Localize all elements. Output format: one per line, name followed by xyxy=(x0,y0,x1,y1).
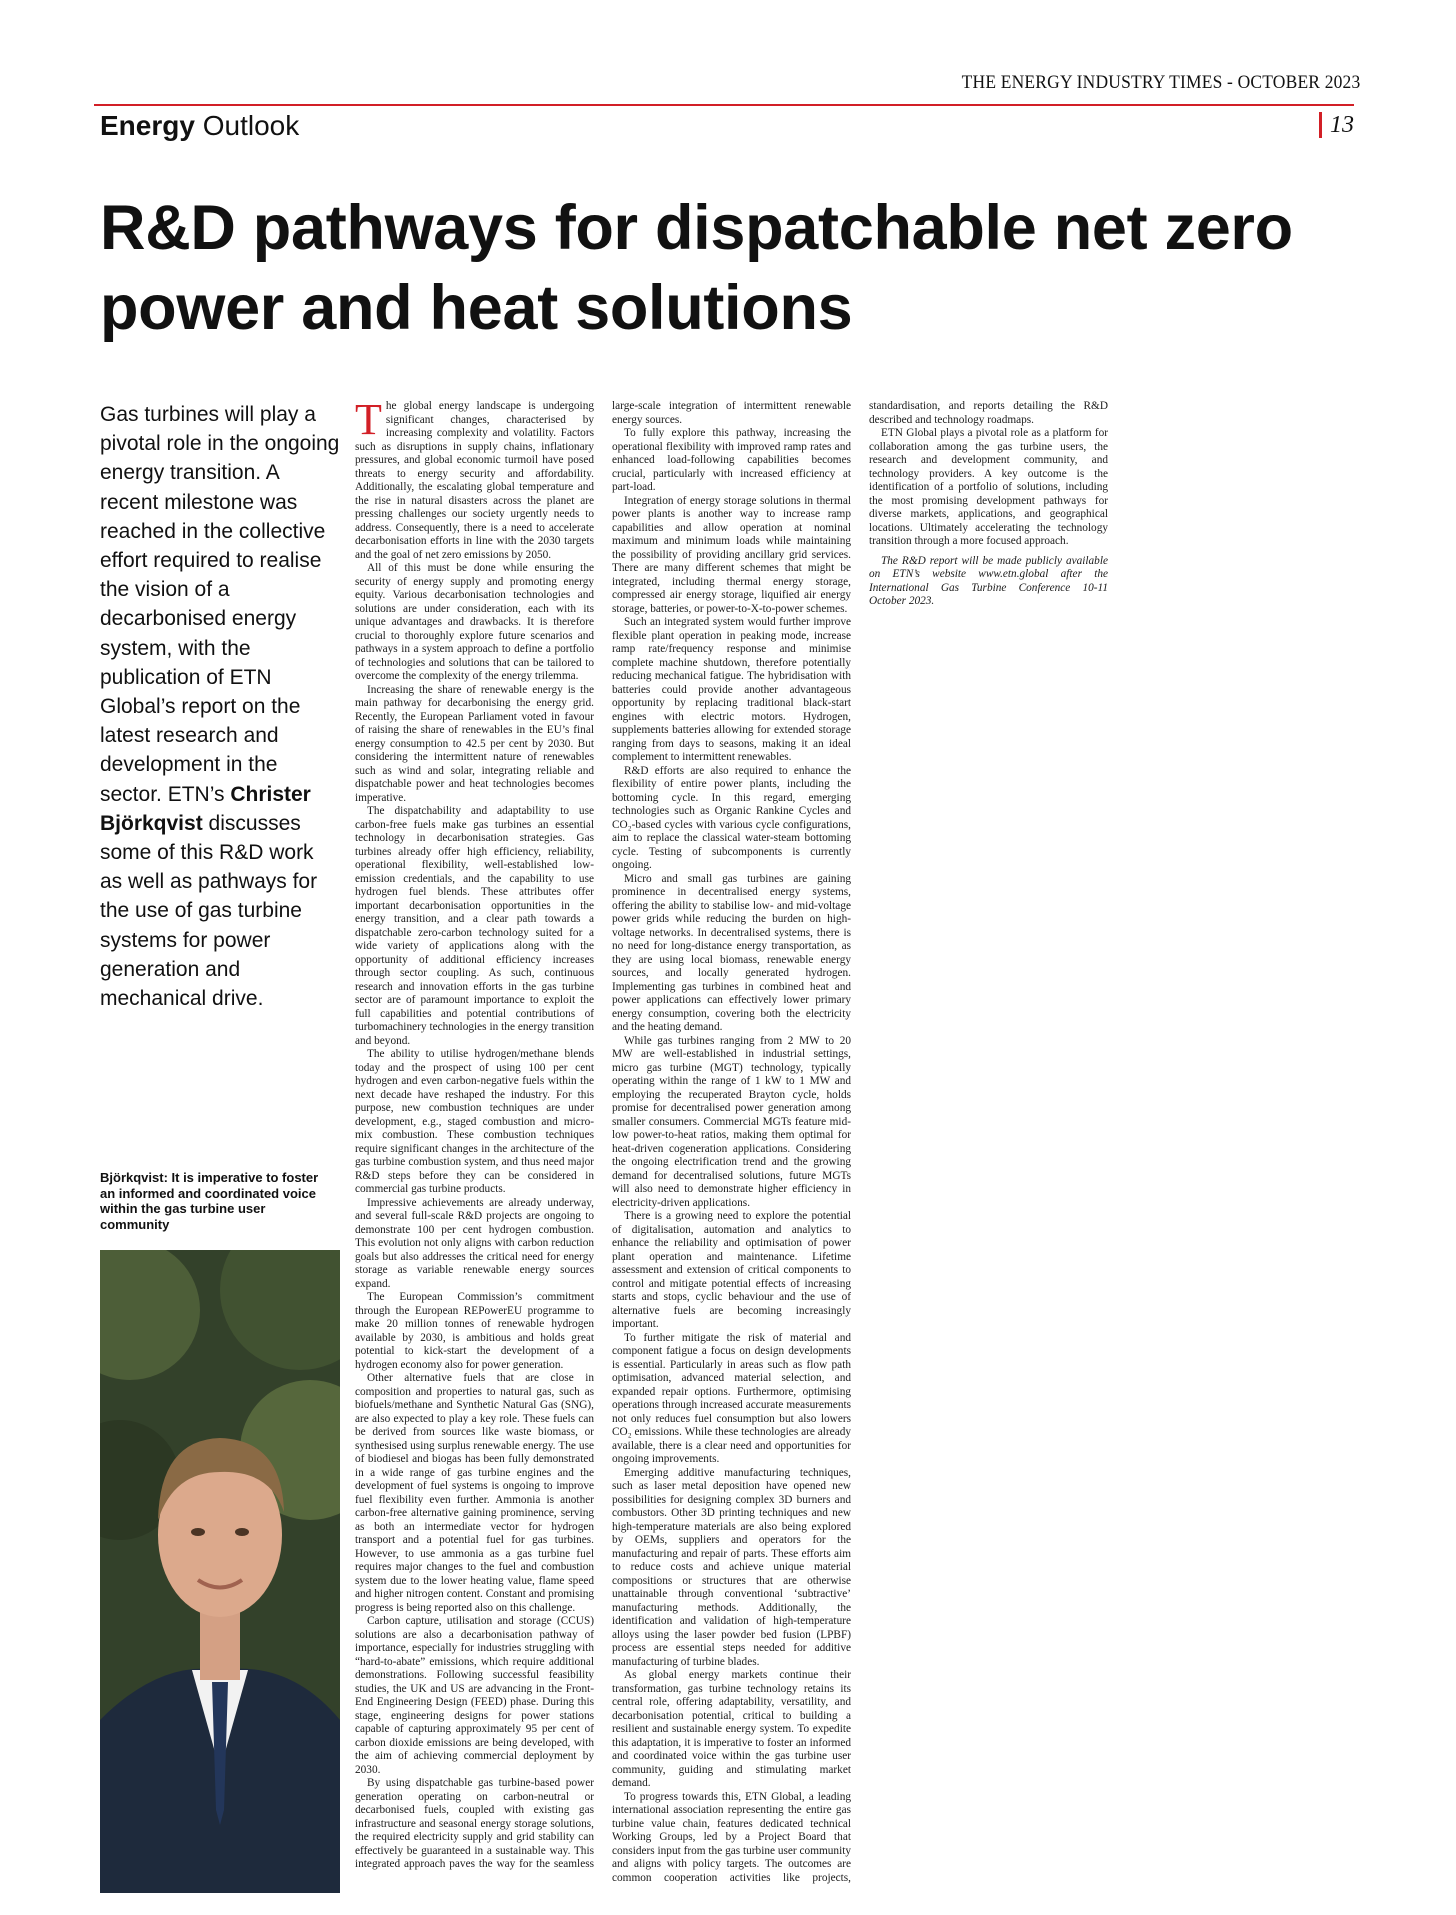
body-paragraph: Integration of energy storage solutions in thermal power plants is another way to increase ramp capabilities and allow operation at nominal maximum and minimum loads while maintaining the possibility of providing ancillary grid services. There are many different schemes that might be integrated, including thermal energy storage, compressed air energy storage, liquified air energy storage, batteries, or power-to-X-to-power schemes. xyxy=(612,494,851,615)
body-paragraph: Other alternative fuels that are close in composition and properties to natural gas, such as biofuels/methane and Synthetic Natural Gas (SNG), are also expected to play a key role. These fuels can be derived from sources like waste biomass, or synthesised using surplus renewable energy. The use of biodiesel and biogas has been fully demonstrated in a wide range of gas turbine engines and the development of fuel systems is ongoing to improve fuel flexibility even further. Ammonia is another carbon-free alternative gaining prominence, serving as both an intermediate vector for hydrogen transport and a potential fuel for gas turbines. However, to use ammonia as a gas turbine fuel requires major changes to the fuel and combustion system due to the lower heating value, flame speed and higher nitrogen content. Constant and promising progress is being reported also on this challenge. xyxy=(355,1372,594,1614)
body-paragraph: The European Commission’s commitment through the European REPowerEU programme to make 20 million tonnes of renewable hydrogen available by 2030, is ambitious and holds great potential to kick-start the development of a hydrogen economy also for power generation. xyxy=(355,1291,594,1371)
photo-caption: Björkqvist: It is imperative to foster an informed and coordinated voice within the gas turbine user community xyxy=(100,1170,319,1232)
report-note: The R&D report will be made publicly available on ETN’s website www.etn.global after the International Gas Turbine Conference 10-11 October 2023. xyxy=(869,554,1108,607)
body-paragraph: As global energy markets continue their transformation, gas turbine technology retains its central role, offering adaptability, versatility, and decarbonisation potential, critical to building a resilient and sustainable energy system. To expedite this adaptation, it is imperative to foster an informed and coordinated voice within the gas turbine user community, guiding and stimulating market demand. xyxy=(612,1669,851,1789)
page-number: 13 xyxy=(1319,112,1354,138)
body-paragraph: The ability to utilise hydrogen/methane blends today and the prospect of using 100 per cent hydrogen and even carbon-negative fuels within the next decade have reshaped the industry. For this purpose, new combustion techniques are under development, e.g., staged combustion and micro-mix combustion. These combustion techniques require significant changes in the architecture of the gas turbine combustion system, and thus need major R&D steps before they can be considered in commercial gas turbine products. xyxy=(355,1048,594,1195)
body-paragraph: Impressive achievements are already underway, and several full-scale R&D projects are ongoing to demonstrate 100 per cent hydrogen combustion. This evolution not only aligns with carbon reduction goals but also addresses the critical need for energy storage as variable renewable energy sources expand. xyxy=(355,1196,594,1290)
body-paragraph: Such an integrated system would further improve flexible plant operation in peaking mode, increase ramp rate/frequency response and minimise complete machine shutdown, therefore potentially reducing mechanical fatigue. The hybridisation with batteries could provide another advantageous opportunity by replacing traditional black-start engines with electric motors. Hydrogen, supplements batteries allowing for extended storage ranging from days to seasons, making it an ideal complement to intermittent renewables. xyxy=(612,616,851,763)
body-paragraph: By using dispatchable gas turbine-based power generation operating on carbon-neutral or decarbonised fuels, coupled with existing gas infrastructure and seasonal energy storage solutions, the required electricity supply and grid stability can effectively be guaranteed in a sustainable way. This integrated approach paves the way for the seamless large-scale integration of intermittent renewable energy sources. xyxy=(355,400,851,1870)
headline: R&D pathways for dispatchable net zero power and heat solutions xyxy=(100,193,1293,343)
standfirst-intro: Gas turbines will play a pivotal role in the ongoing energy transition. A recent milestone was reached in the collective effort required to realise the vision of a decarbonised energy system, with the publication of ETN Global’s report on the latest research and development in the sector. ETN’s xyxy=(100,403,340,806)
body-paragraph: There is a growing need to explore the potential of digitalisation, automation and analytics to enhance the reliability and optimisation of power plant operation and maintenance. Lifetime assessment and extension of critical components to control and mitigate potential effects of increasing starts and stops, cyclic behaviour and the use of alternative fuels are becoming increasingly important. xyxy=(612,1210,851,1330)
first-paragraph xyxy=(355,395,594,562)
body-paragraph: Emerging additive manufacturing techniques, such as laser metal deposition have opened new possibilities for designing complex 3D burners and combustors. Other 3D printing techniques and new high-temperature materials are also being explored by OEMs, suppliers and operators for the manufacturing and repair of parts. These efforts aim to reduce costs and achieve unique material compositions or structures that are otherwise unattainable through conventional ‘subtractive’ manufacturing methods. Additionally, the identification and validation of high-temperature alloys using the laser powder bed fusion (LPBF) process are essential steps needed for additive manufacturing of turbine blades. xyxy=(612,1466,851,1668)
author-name: Christer Björkqvist xyxy=(100,782,311,835)
body-paragraph: Carbon capture, utilisation and storage (CCUS) solutions are also a decarbonisation pathway of importance, especially for industries struggling with “hard-to-abate” emissions, which require additional demonstrations. Following successful feasibility studies, the UK and US are advancing in the Front-End Engineering Design (FEED) phase. During this stage, engineering designs for power stations capable of capturing approximately 95 per cent of carbon dioxide emissions are being developed, with the aim of achieving commercial deployment by 2030. xyxy=(355,1615,594,1776)
body-paragraph: To fully explore this pathway, increasing the operational flexibility with improved ramp rates and enhanced load-following capabilities becomes crucial, particularly with increased efficiency at part-load. xyxy=(612,427,851,493)
section-label-bold: Energy xyxy=(100,110,195,141)
first-paragraph-text: he global energy landscape is undergoing significant changes, characterised by increasing complexity and volatility. Factors such as disruptions in supply chains, inflationary pressures, and global economic turmoil have posed threats to energy security and affordability. Additionally, the escalating global temperature and the rise in natural disasters across the planet are pressing challenges our society urgently needs to address. Consequently, there is a need to accelerate decarbonisation efforts in line with the 2030 targets and the goal of net zero emissions by 2050. xyxy=(355,400,594,561)
body-paragraph: While gas turbines ranging from 2 MW to 20 MW are well-established in industrial settings, micro gas turbine (MGT) technology, typically operating within the range of 1 kW to 1 MW and employing the recuperated Brayton cycle, holds promise for decentralised power generation among smaller consumers. Commercial MGTs feature mid-low power-to-heat ratios, making them optimal for heat-driven cogeneration applications. Considering the ongoing electrification trend and the growing demand for decentralised solutions, future MGTs will also need to demonstrate higher efficiency in electricity-driven applications. xyxy=(612,1034,851,1209)
drop-cap: T xyxy=(355,395,382,444)
body-paragraph: All of this must be done while ensuring the security of energy supply and promoting energy equity. Various decarbonisation technologies and solutions are under consideration, each with its unique advantages and drawbacks. It is therefore crucial to thoroughly explore future scenarios and pathways in a system approach to define a portfolio of technologies and solutions that can be tailored to overcome the complexity of the energy trilemma. xyxy=(355,562,594,682)
masthead: THE ENERGY INDUSTRY TIMES - OCTOBER 2023 xyxy=(961,72,1360,93)
body-paragraph: ETN Global plays a pivotal role as a platform for collaboration among the gas turbine users, the research and development community, and technology providers. A key outcome is the identification of a portfolio of solutions, including the most promising development pathways for diverse markets, applications, and geographical locations. Ultimately accelerating the technology transition through a more focused approach. xyxy=(869,427,1108,547)
section-header xyxy=(94,104,1354,150)
body-paragraph: Increasing the share of renewable energy is the main pathway for decarbonising the energy grid. Recently, the European Parliament voted in favour of raising the share of renewables in the EU’s final energy consumption to 42.5 per cent by 2030. But considering the intermittent nature of renewables such as wind and solar, integrating reliable and dispatchable power and heat technologies becomes imperative. xyxy=(355,683,594,804)
article-body xyxy=(355,395,1365,1895)
body-paragraph: R&D efforts are also required to enhance the flexibility of entire power plants, including the bottoming cycle. In this regard, emerging technologies such as Organic Rankine Cycles and CO₂-based cycles with various cycle configurations, aim to replace the classical water-steam bottoming cycle. Testing of subcomponents is currently ongoing. xyxy=(612,764,851,871)
body-paragraph: Micro and small gas turbines are gaining prominence in decentralised energy systems, offering the ability to stabilise low- and mid-voltage power grids while reducing the burden on high-voltage networks. In decentralised systems, there is no need for long-distance energy transportation, as they are using local biomass, renewable energy sources, and locally generated hydrogen. Implementing gas turbines in combined heat and power applications can effectively lower primary energy consumption, covering both the electricity and the heating demand. xyxy=(612,872,851,1033)
author-photo-illustration xyxy=(100,1250,340,1893)
section-label xyxy=(100,110,299,142)
body-paragraph: The dispatchability and adaptability to use carbon-free fuels make gas turbines an essential technology in decarbonisation strategies. Gas turbines already offer high efficiency, reliability, operational flexibility, well-established low-emission credentials, and the capability to use hydrogen fuel blends. These attributes offer important decarbonisation opportunities in the energy transition, and a clear path towards a dispatchable zero-carbon technology suited for a wide variety of applications along with the opportunity of additional efficiency increases through sector coupling. As such, continuous research and innovation efforts in the gas turbine sector are of paramount importance to exploit the full capabilities and potential contributions of turbomachinery technologies in the energy transition and beyond. xyxy=(355,805,594,1047)
body-paragraph: To progress towards this, ETN Global, a leading international association representing the entire gas turbine value chain, features dedicated technical Working Groups, led by a Project Board that considers input from the gas turbine user community and aligns with policy targets. The outcomes are common cooperation activities like projects, standardisation, and reports detailing the R&D described and technology roadmaps. xyxy=(612,400,1108,1884)
section-label-light: Outlook xyxy=(202,110,300,141)
author-photo xyxy=(100,1250,340,1893)
standfirst xyxy=(100,400,340,1013)
body-paragraph: To further mitigate the risk of material and component fatigue a focus on design developments is essential. Particularly in areas such as flow path optimisation, advanced material selection, and expanded repair options. Furthermore, optimising operations through increased accurate measurements not only reduces fuel consumption but also lowers CO₂ emissions. While these technologies are already available, there is a clear need and opportunities for ongoing improvements. xyxy=(612,1331,851,1465)
standfirst-outro: discusses some of this R&D work as well as pathways for the use of gas turbine systems for power generation and mechanical drive. xyxy=(100,811,318,1011)
